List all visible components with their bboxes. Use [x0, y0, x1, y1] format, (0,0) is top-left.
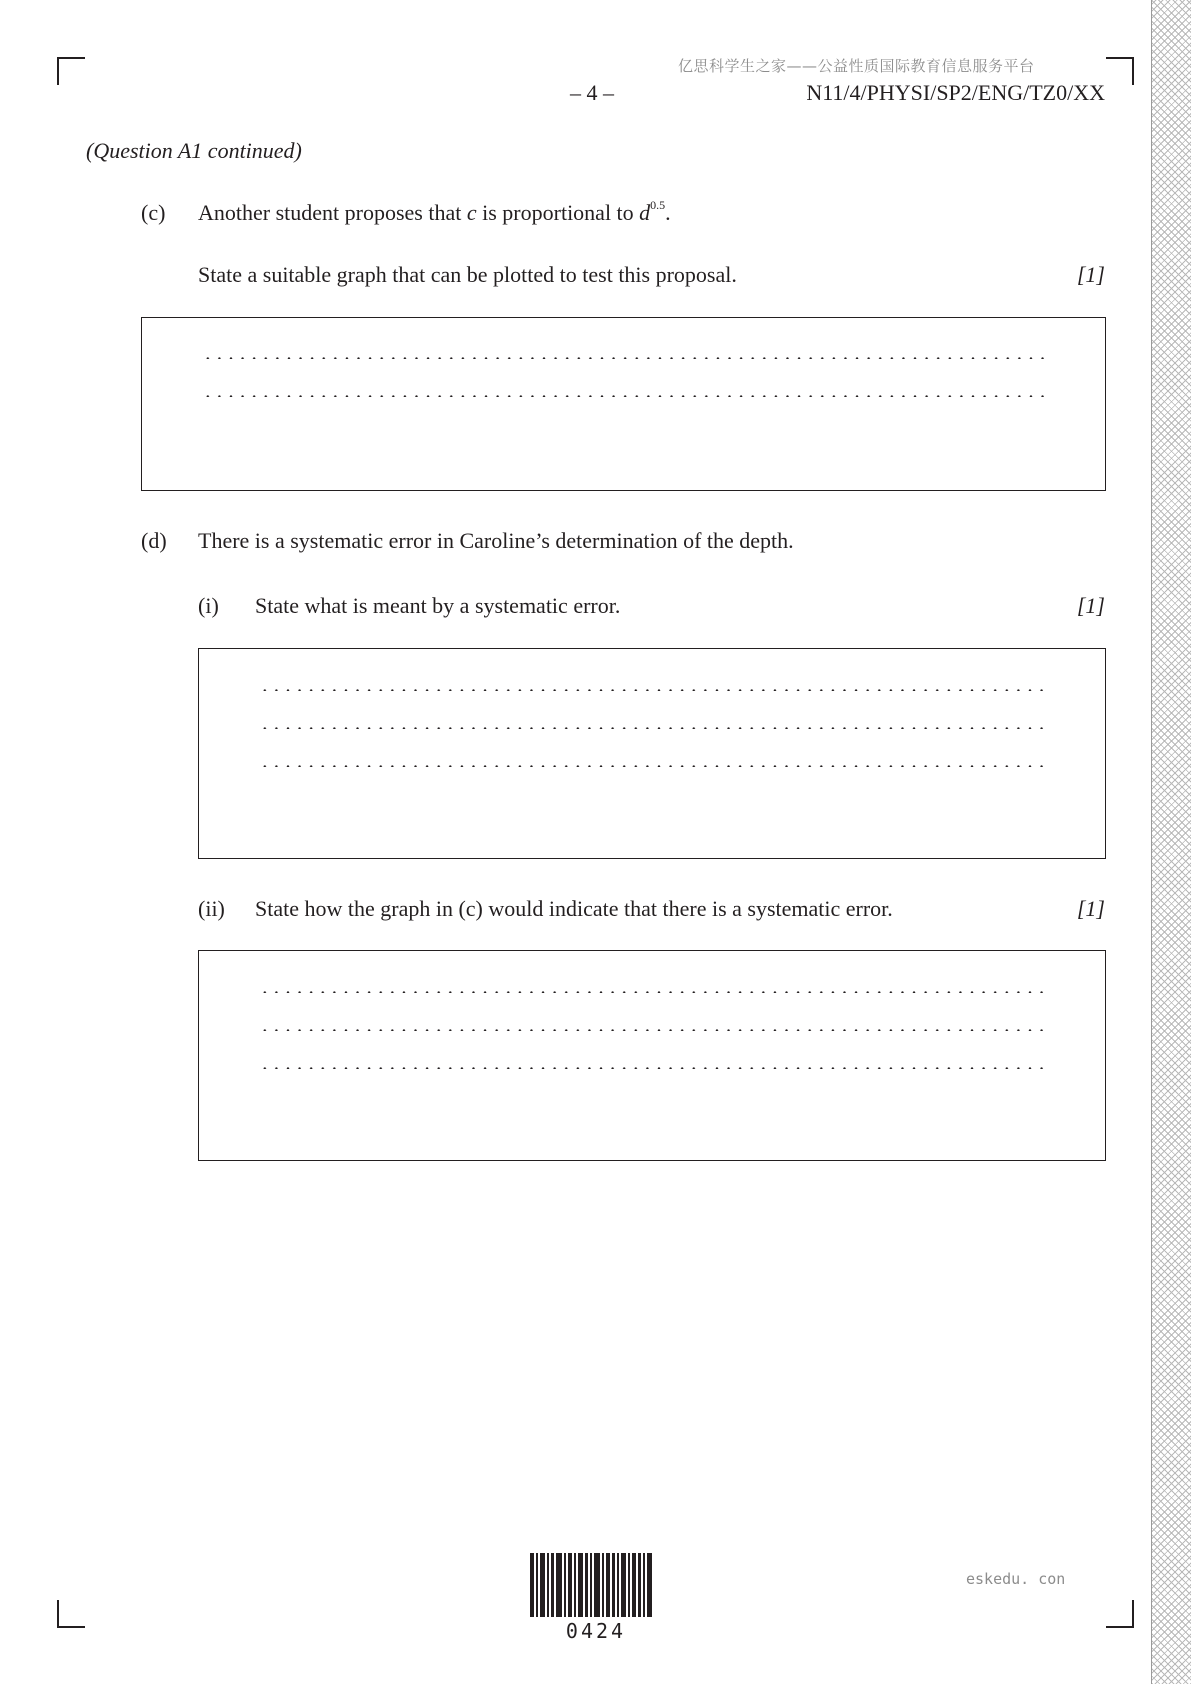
part-d-label: (d) [141, 528, 167, 553]
exponent: 0.5 [650, 197, 666, 212]
answer-line[interactable] [259, 689, 1047, 691]
part-c-text-mid: is proportional to [476, 200, 640, 225]
answer-box-d-ii[interactable] [198, 950, 1106, 1161]
barcode-bars [530, 1553, 662, 1617]
barcode [530, 1553, 662, 1643]
part-c-statement [198, 197, 671, 226]
part-d-ii-text: State how the graph in (c) would indicate that there is a systematic error. [255, 896, 893, 921]
paper-code: N11/4/PHYSI/SP2/ENG/TZ0/XX [806, 80, 1105, 105]
site-watermark: eskedu. con [966, 1570, 1066, 1588]
crop-mark-bottom-right [1106, 1600, 1134, 1628]
answer-line[interactable] [259, 1029, 1047, 1031]
part-c-label: (c) [141, 200, 166, 225]
part-d-i-marks: [1] [1076, 593, 1105, 618]
part-d-ii-marks: [1] [1076, 896, 1105, 921]
part-c-text-end: . [665, 200, 671, 225]
part-d-i-label: (i) [198, 593, 219, 618]
answer-box-d-i[interactable] [198, 648, 1106, 859]
part-c-text-prefix: Another student proposes that [198, 200, 467, 225]
answer-line[interactable] [259, 991, 1047, 993]
watermark-text: 亿思科学生之家——公益性质国际教育信息服务平台 [678, 57, 1035, 75]
part-c-instruction: State a suitable graph that can be plotted to test this proposal. [198, 262, 737, 287]
variable-c: c [466, 200, 477, 225]
question-continued-heading: (Question A1 continued) [86, 138, 302, 163]
crop-mark-bottom-left [57, 1600, 85, 1628]
part-c-marks: [1] [1076, 262, 1105, 287]
answer-line[interactable] [202, 395, 1052, 397]
part-d-i-text: State what is meant by a systematic error. [255, 593, 621, 618]
barcode-number: 0424 [565, 1619, 627, 1643]
part-d-ii-label: (ii) [198, 896, 225, 921]
crop-mark-top-left [57, 57, 85, 85]
crop-mark-top-right [1106, 57, 1134, 85]
page-number: – 4 – [570, 80, 614, 105]
answer-line[interactable] [259, 727, 1047, 729]
part-d-text: There is a systematic error in Caroline’s determination of the depth. [198, 528, 794, 553]
side-hatch-strip [1151, 0, 1191, 1684]
variable-d: d [639, 200, 651, 225]
answer-line[interactable] [202, 357, 1052, 359]
answer-line[interactable] [259, 765, 1047, 767]
answer-line[interactable] [259, 1067, 1047, 1069]
answer-box-c[interactable] [141, 317, 1106, 491]
